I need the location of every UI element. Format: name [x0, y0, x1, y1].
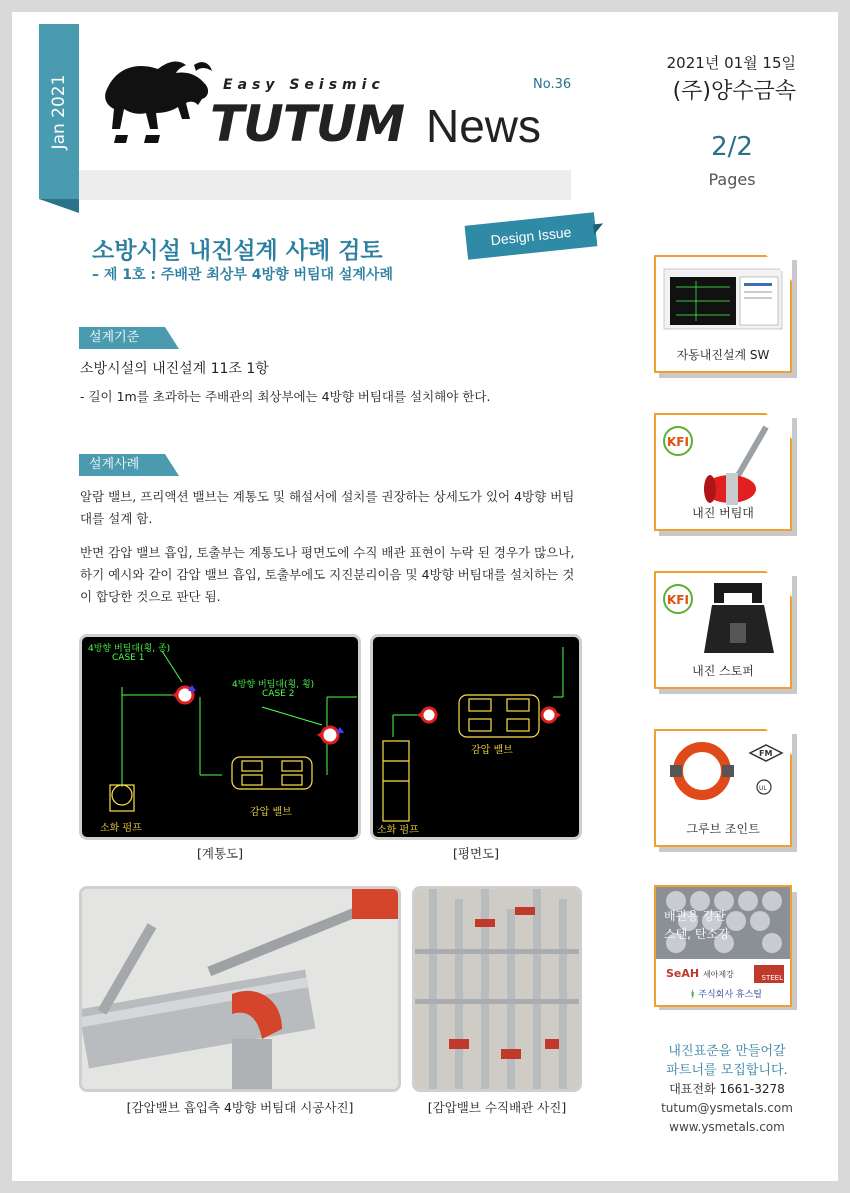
contact-website[interactable]: www.ysmetals.com: [669, 1120, 785, 1134]
criteria-line1: 소방시설의 내진설계 11조 1항: [80, 361, 269, 377]
steel-pipe-line2: 스텐, 탄소강: [664, 927, 730, 941]
label-prv: 감압 밸브: [250, 807, 292, 818]
page-label: Pages: [708, 170, 756, 189]
svg-text:UL: UL: [759, 785, 767, 792]
pipe-brace-photo: [82, 889, 398, 1089]
product-card-software[interactable]: [654, 255, 792, 373]
card-label-software: 자동내진설계 SW: [676, 348, 770, 362]
card-label-groove-joint: 그루브 조인트: [686, 822, 760, 836]
hyu-name: 주식회사 휴스틸: [698, 990, 763, 1000]
logo-tagline: Easy Seismic: [223, 77, 385, 93]
product-card-steel-pipe[interactable]: [654, 885, 792, 1007]
section-heading-case: 설계사례: [79, 454, 165, 476]
label-case2: CASE 2: [262, 689, 295, 699]
criteria-line2: - 길이 1m를 초과하는 주배관의 최상부에는 4방향 버팀대를 설치해야 한다.: [80, 389, 491, 404]
system-diagram-drawing: [82, 637, 358, 837]
caption-installation-photo: [감압밸브 흡입측 4방향 버팀대 시공사진]: [126, 1100, 354, 1115]
article-title: 소방시설 내진설계 사례 검토: [92, 238, 383, 264]
date-ribbon: [39, 24, 79, 199]
article-subtitle: – 제 1호 : 주배관 최상부 4방향 버팀대 설계사례: [92, 267, 393, 283]
label-case1-brace: 4방향 버팀대(횡, 종): [88, 644, 171, 654]
seah-name: SeAH: [666, 967, 700, 980]
bull-icon: [98, 57, 218, 147]
card-corner: [766, 413, 792, 439]
steel-pipe-text: [664, 907, 730, 943]
caption-system-diagram: [계통도]: [197, 846, 243, 861]
product-card-brace[interactable]: [654, 413, 792, 531]
ribbon-text: Jan 2021: [49, 74, 69, 149]
case-paragraph2: 반면 감압 밸브 흡입, 토출부는 계통도나 평면도에 수직 배관 표현이 누락 된 경우가 많으나, 하기 예시와 같이 감압 밸브 흡입, 토출부에도 지진분리이음 및 4방향 버팀대를 설치하는 것이 합당한 것으로 판단 됨.: [80, 545, 575, 604]
installation-photo: [79, 886, 401, 1092]
card-label-stopper: 내진 스토퍼: [692, 664, 754, 678]
svg-text:FM: FM: [759, 749, 773, 758]
caption-plan-diagram: [평면도]: [453, 846, 499, 861]
vertical-pipe-photo: [412, 886, 582, 1092]
seah-sub: 세아제강: [702, 970, 734, 979]
hyu-icon: ᚼ: [690, 990, 696, 1000]
section-heading-criteria: 설계기준: [79, 327, 165, 349]
logo-name: TUTUM: [210, 95, 405, 153]
issue-date: 2021년 01월 15일: [666, 54, 796, 72]
logo-news: News: [426, 100, 542, 152]
svg-text:KFI: KFI: [667, 593, 689, 607]
issue-number: No.36: [533, 77, 572, 92]
company-name: (주)양수금속: [672, 79, 796, 104]
product-card-stopper[interactable]: [654, 571, 792, 689]
plan-label-fire-pump: 소화 펌프: [377, 825, 419, 836]
label-fire-pump: 소화 펌프: [100, 823, 142, 834]
contact-phone: 대표전화 1661-3278: [669, 1082, 785, 1096]
tutum-logo: [98, 57, 588, 157]
card-corner: [766, 729, 792, 755]
case-paragraph1: 알람 밸브, 프리액션 밸브는 계통도 및 해설서에 설치를 권장하는 상세도가 있어 4방향 버팀대를 설계 함.: [80, 489, 575, 526]
card-corner: [766, 255, 792, 281]
contact-email[interactable]: tutum@ysmetals.com: [661, 1101, 793, 1115]
recruit-line1: 내진표준을 만들어갈: [668, 1044, 786, 1059]
header-bar: [79, 170, 571, 200]
plan-diagram-drawing: [373, 637, 579, 837]
page-number: 2/2: [711, 132, 753, 162]
plan-label-prv: 감압 밸브: [471, 745, 513, 756]
recruit-line2: 파트너를 모집합니다.: [666, 1063, 788, 1078]
newsletter-page: [12, 12, 838, 1181]
steel-pipe-line1: 배관용 강관: [664, 909, 726, 923]
steel-logo: STEEL: [754, 965, 784, 983]
card-label-brace: 내진 버팀대: [692, 506, 754, 520]
hyu-logo: [690, 987, 762, 1000]
plan-diagram: [370, 634, 582, 840]
label-case1: CASE 1: [112, 653, 145, 663]
caption-vertical-pipe-photo: [감압밸브 수직배관 사진]: [427, 1100, 567, 1115]
design-issue-tag: Design Issue: [465, 212, 598, 259]
seah-logo: [666, 967, 734, 980]
label-case2-brace: 4방향 버팀대(횡, 횡): [232, 680, 315, 690]
vertical-pipe-photo-image: [415, 889, 579, 1089]
card-corner: [766, 571, 792, 597]
system-diagram: [79, 634, 361, 840]
svg-text:KFI: KFI: [667, 435, 689, 449]
product-card-groove-joint[interactable]: [654, 729, 792, 847]
